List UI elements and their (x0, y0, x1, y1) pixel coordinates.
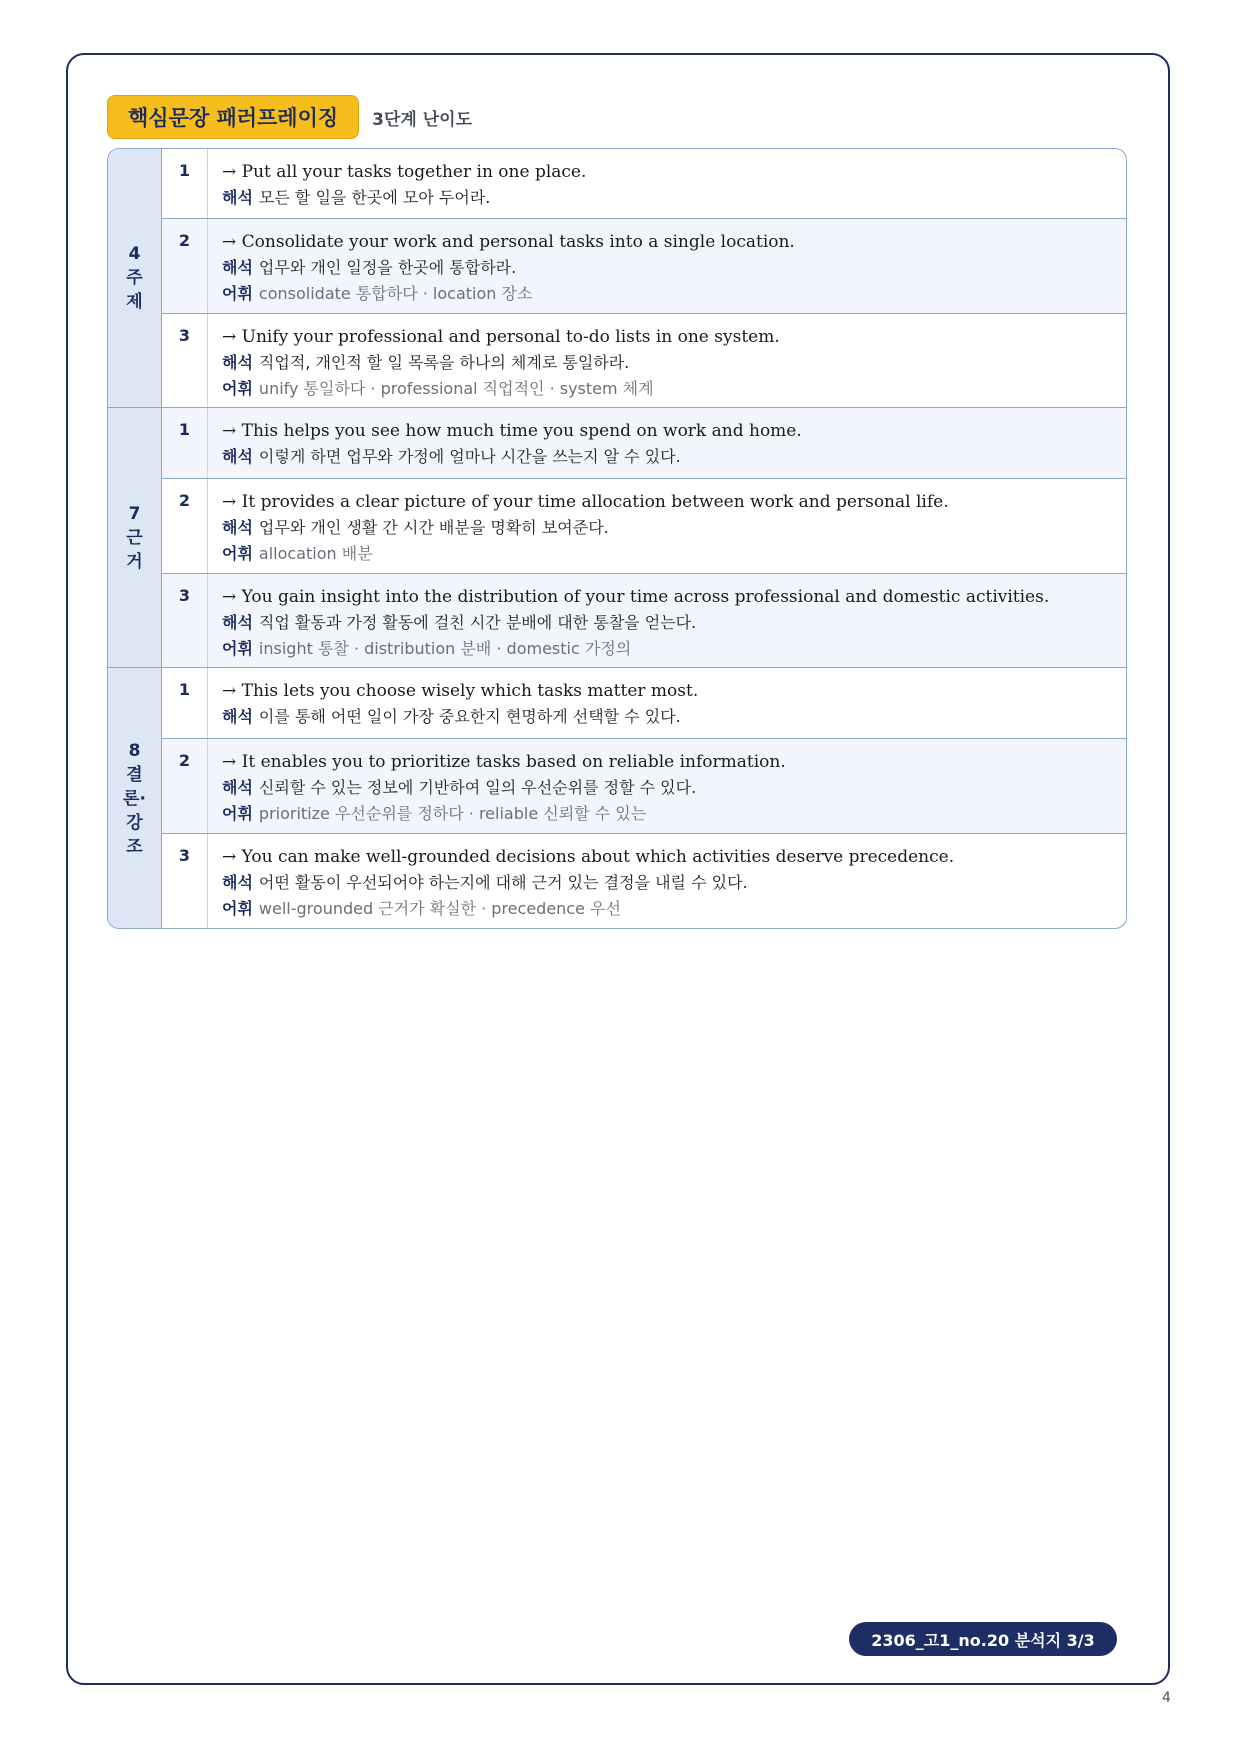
translation-line (222, 185, 1112, 211)
translation-tag: 해석 (222, 873, 253, 892)
translation-tag: 해석 (222, 613, 253, 632)
vocabulary-line (222, 636, 1112, 662)
translation-text: 어떤 활동이 우선되어야 하는지에 대해 근거 있는 결정을 내릴 수 있다. (258, 873, 748, 892)
translation-line (222, 610, 1112, 636)
group-label (108, 668, 162, 929)
translation-text: 직업 활동과 가정 활동에 걸친 시간 분배에 대한 통찰을 얻는다. (258, 613, 697, 632)
page-number: 4 (1162, 1690, 1171, 1706)
translation-tag: 해석 (222, 707, 253, 726)
table-row (162, 408, 1126, 478)
row-content (208, 574, 1126, 668)
row-content (208, 834, 1126, 929)
row-content (208, 668, 1126, 738)
paraphrase-table (107, 148, 1127, 929)
translation-line (222, 350, 1112, 376)
vocabulary-text: unify 통일하다 · professional 직업적인 · system 체계 (258, 379, 654, 398)
english-sentence: → Consolidate your work and personal tasks into a single location. (222, 232, 795, 252)
row-number: 2 (162, 479, 208, 573)
translation-line (222, 704, 1112, 730)
vocabulary-text: consolidate 통합하다 · location 장소 (258, 284, 533, 303)
vocabulary-tag: 어휘 (222, 284, 253, 303)
translation-line (222, 775, 1112, 801)
translation-line (222, 444, 1112, 470)
translation-tag: 해석 (222, 353, 253, 372)
vocabulary-text: well-grounded 근거가 확실한 · precedence 우선 (258, 899, 621, 918)
group-label-line: 제 (126, 292, 143, 312)
table-row (162, 313, 1126, 407)
row-number: 3 (162, 314, 208, 407)
row-number: 1 (162, 149, 208, 218)
vocabulary-line (222, 801, 1112, 827)
group-label-line: 강 (126, 813, 143, 833)
section-header (107, 95, 472, 139)
group-rows (162, 668, 1126, 929)
english-sentence: → Put all your tasks together in one place. (222, 162, 587, 182)
row-number: 3 (162, 834, 208, 929)
translation-line (222, 255, 1112, 281)
group-evidence (108, 407, 1126, 667)
vocabulary-text: insight 통찰 · distribution 분배 · domestic 가정의 (258, 639, 632, 658)
translation-text: 직업적, 개인적 할 일 목록을 하나의 체계로 통일하라. (258, 353, 630, 372)
group-label-line: 론· (123, 789, 146, 809)
english-sentence: → This helps you see how much time you spend on work and home. (222, 421, 802, 441)
translation-tag: 해석 (222, 188, 253, 207)
group-label-line: 8 (128, 741, 141, 761)
group-label-line: 조 (126, 837, 143, 857)
row-number: 2 (162, 739, 208, 833)
group-label-line: 주 (126, 268, 143, 288)
vocabulary-line (222, 376, 1112, 402)
group-label-line: 거 (126, 551, 143, 572)
translation-tag: 해석 (222, 518, 253, 537)
table-row (162, 149, 1126, 218)
group-label (108, 149, 162, 407)
vocabulary-line (222, 281, 1112, 307)
vocabulary-tag: 어휘 (222, 379, 253, 398)
row-number: 3 (162, 574, 208, 668)
english-sentence: → It enables you to prioritize tasks based on reliable information. (222, 752, 786, 772)
english-sentence: → You gain insight into the distribution of your time across professional and domestic activities. (222, 587, 1050, 607)
group-rows (162, 149, 1126, 407)
vocabulary-line (222, 896, 1112, 922)
group-rows (162, 408, 1126, 667)
table-row (162, 668, 1126, 738)
table-row (162, 573, 1126, 668)
row-content (208, 314, 1126, 407)
vocabulary-text: prioritize 우선순위를 정하다 · reliable 신뢰할 수 있는 (258, 804, 647, 823)
row-content (208, 479, 1126, 573)
vocabulary-tag: 어휘 (222, 544, 253, 563)
translation-text: 업무와 개인 일정을 한곳에 통합하라. (258, 258, 517, 277)
table-row (162, 833, 1126, 929)
group-conclusion (108, 667, 1126, 929)
vocabulary-tag: 어휘 (222, 639, 253, 658)
vocabulary-text: allocation 배분 (258, 544, 373, 563)
vocabulary-tag: 어휘 (222, 899, 253, 918)
row-content (208, 219, 1126, 313)
vocabulary-line (222, 541, 1112, 567)
translation-tag: 해석 (222, 258, 253, 277)
document-id-badge: 2306_고1_no.20 분석지 3/3 (849, 1622, 1117, 1656)
translation-line (222, 515, 1112, 541)
row-content (208, 739, 1126, 833)
translation-text: 신뢰할 수 있는 정보에 기반하여 일의 우선순위를 정할 수 있다. (258, 778, 697, 797)
translation-line (222, 870, 1112, 896)
table-row (162, 478, 1126, 573)
row-content (208, 408, 1126, 478)
translation-tag: 해석 (222, 778, 253, 797)
difficulty-level: 3단계 난이도 (372, 109, 473, 130)
group-topic (108, 149, 1126, 407)
table-row (162, 218, 1126, 313)
vocabulary-tag: 어휘 (222, 804, 253, 823)
row-content (208, 149, 1126, 218)
english-sentence: → It provides a clear picture of your time allocation between work and personal life. (222, 492, 949, 512)
translation-tag: 해석 (222, 447, 253, 466)
group-label-line: 근 (126, 527, 143, 548)
row-number: 2 (162, 219, 208, 313)
english-sentence: → You can make well-grounded decisions about which activities deserve precedence. (222, 847, 955, 867)
group-label-line: 4 (128, 244, 141, 264)
group-label (108, 408, 162, 667)
translation-text: 업무와 개인 생활 간 시간 배분을 명확히 보여준다. (258, 518, 609, 537)
translation-text: 이를 통해 어떤 일이 가장 중요한지 현명하게 선택할 수 있다. (258, 707, 681, 726)
english-sentence: → Unify your professional and personal to-do lists in one system. (222, 327, 780, 347)
section-title-badge: 핵심문장 패러프레이징 (107, 95, 359, 139)
group-label-line: 7 (128, 503, 141, 524)
table-row (162, 738, 1126, 833)
translation-text: 모든 할 일을 한곳에 모아 두어라. (258, 188, 491, 207)
row-number: 1 (162, 668, 208, 738)
english-sentence: → This lets you choose wisely which tasks matter most. (222, 681, 699, 701)
translation-text: 이렇게 하면 업무와 가정에 얼마나 시간을 쓰는지 알 수 있다. (258, 447, 681, 466)
group-label-line: 결 (126, 765, 143, 785)
row-number: 1 (162, 408, 208, 478)
